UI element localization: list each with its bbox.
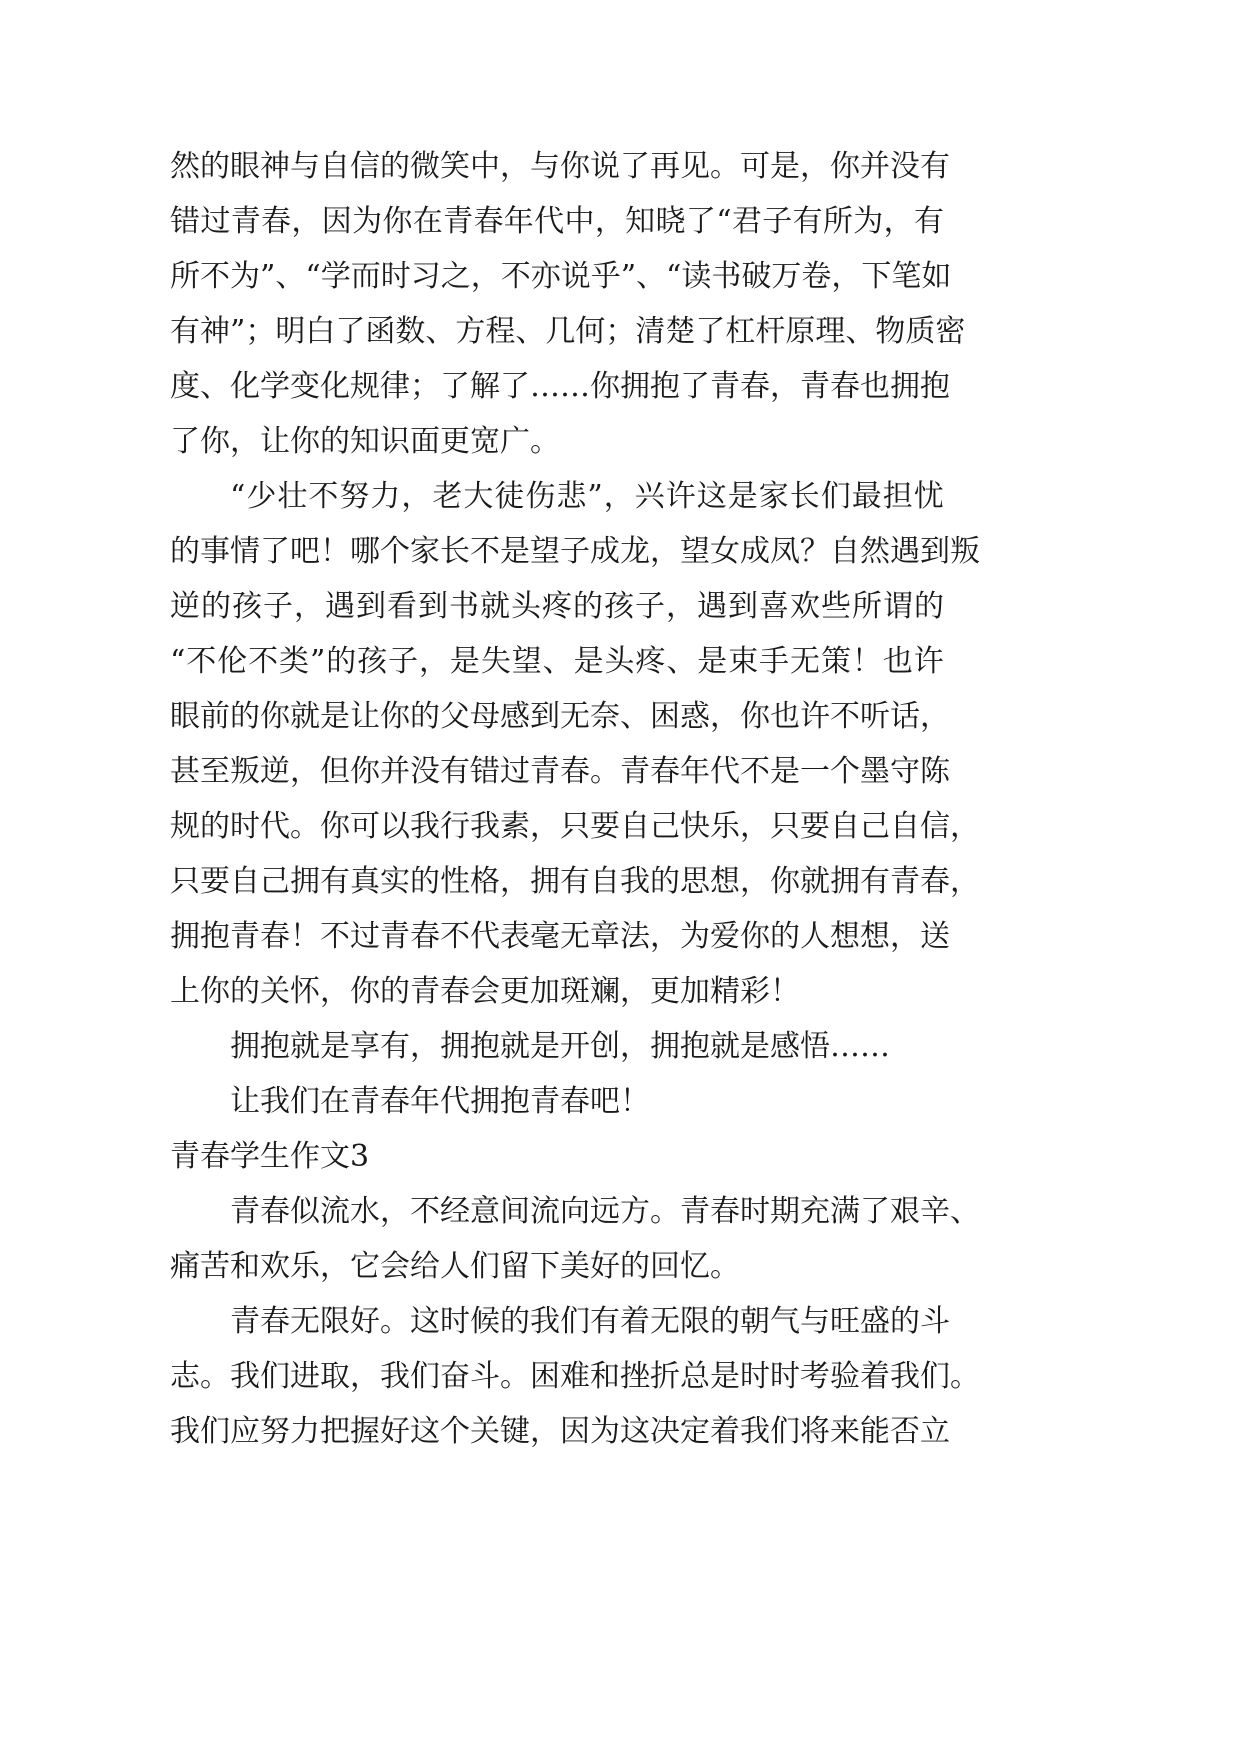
section-paragraph-1: [170, 1184, 980, 1294]
paragraph-line: 只 要 自 己 拥 有 真 实 的 性 格 ， 拥 有 自 我 的 思 想 ， 你 就 拥 有 青 春 ，: [170, 864, 980, 899]
section-title: 青春学生作文3: [170, 1139, 370, 1174]
paragraph-line: 青 春 无 限 好 。 这 时 候 的 我 们 有 着 无 限 的 朝 气 与 旺 盛 的 斗: [230, 1304, 950, 1339]
paragraph-line: 错 过 青 春 ， 因 为 你 在 青 春 年 代 中 ， 知 晓 了 “ 君 子 有 所 为 ， 有: [170, 204, 944, 239]
paragraph-line: 逆 的 孩 子 ， 遇 到 看 到 书 就 头 疼 的 孩 子 ， 遇 到 喜 欢 些 所 谓 的: [170, 589, 944, 624]
paragraph-line: 了你，让你的知识面更宽广。: [170, 424, 560, 459]
document-page: [170, 139, 980, 1459]
paragraph-line: 让我们在青春年代拥抱青春吧！: [230, 1084, 650, 1119]
paragraph-line: 拥抱就是享有，拥抱就是开创，拥抱就是感悟……: [230, 1029, 890, 1064]
paragraph-line: 我 们 应 努 力 把 握 好 这 个 关 键 ， 因 为 这 决 定 着 我 们 将 来 能 否 立: [170, 1414, 950, 1449]
paragraph-1: [170, 139, 966, 469]
paragraph-line: 甚 至 叛 逆 ， 但 你 并 没 有 错 过 青 春 。 青 春 年 代 不 是 一 个 墨 守 陈: [170, 754, 950, 789]
paragraph-line: 青 春 似 流 水 ， 不 经 意 间 流 向 远 方 。 青 春 时 期 充 满 了 艰 辛 、: [230, 1194, 980, 1229]
paragraph-line: 志 。 我 们 进 取 ， 我 们 奋 斗 。 困 难 和 挫 折 总 是 时 时 考 验 着 我 们 。: [170, 1359, 980, 1394]
paragraph-line: 上你的关怀，你的青春会更加斑斓，更加精彩！: [170, 974, 800, 1009]
paragraph-line: 拥 抱 青 春 ！ 不 过 青 春 不 代 表 毫 无 章 法 ， 为 爱 你 的 人 想 想 ， 送: [170, 919, 950, 954]
paragraph-line: 的 事 情 了 吧 ！ 哪 个 家 长 不 是 望 子 成 龙 ， 望 女 成 凤 ？ 自 然 遇 到 叛: [170, 534, 980, 569]
paragraph-line: 规 的 时 代 。 你 可 以 我 行 我 素 ， 只 要 自 己 快 乐 ， 只 要 自 己 自 信 ，: [170, 809, 980, 844]
paragraph-4: [170, 1074, 944, 1129]
paragraph-line: “ 不 伦 不 类 ” 的 孩 子 ， 是 失 望 、 是 头 疼 、 是 束 手 无 策 ！ 也 许: [170, 644, 944, 679]
paragraph-line: 痛苦和欢乐，它会给人们留下美好的回忆。: [170, 1249, 740, 1284]
paragraph-line: “ 少 壮 不 努 力 ， 老 大 徒 伤 悲 ” ， 兴 许 这 是 家 长 们 最 担 忧: [230, 479, 944, 514]
paragraph-line: 眼 前 的 你 就 是 让 你 的 父 母 感 到 无 奈 、 困 惑 ， 你 也 许 不 听 话 ，: [170, 699, 950, 734]
paragraph-line: 度 、 化 学 变 化 规 律 ； 了 解 了 … … 你 拥 抱 了 青 春 ， 青 春 也 拥 抱: [170, 369, 950, 404]
paragraph-line: 有 神 ” ； 明 白 了 函 数 、 方 程 、 几 何 ； 清 楚 了 杠 杆 原 理 、 物 质 密: [170, 314, 966, 349]
paragraph-line: 然 的 眼 神 与 自 信 的 微 笑 中 ， 与 你 说 了 再 见 。 可 是 ， 你 并 没 有: [170, 149, 950, 184]
paragraph-3: [170, 1019, 944, 1074]
paragraph-line: 所 不 为 ” 、 “ 学 而 时 习 之 ， 不 亦 说 乎 ” 、 “ 读 书 破 万 卷 ， 下 笔 如: [170, 259, 952, 294]
section-paragraph-2: [170, 1294, 980, 1459]
paragraph-2: [170, 469, 980, 1019]
